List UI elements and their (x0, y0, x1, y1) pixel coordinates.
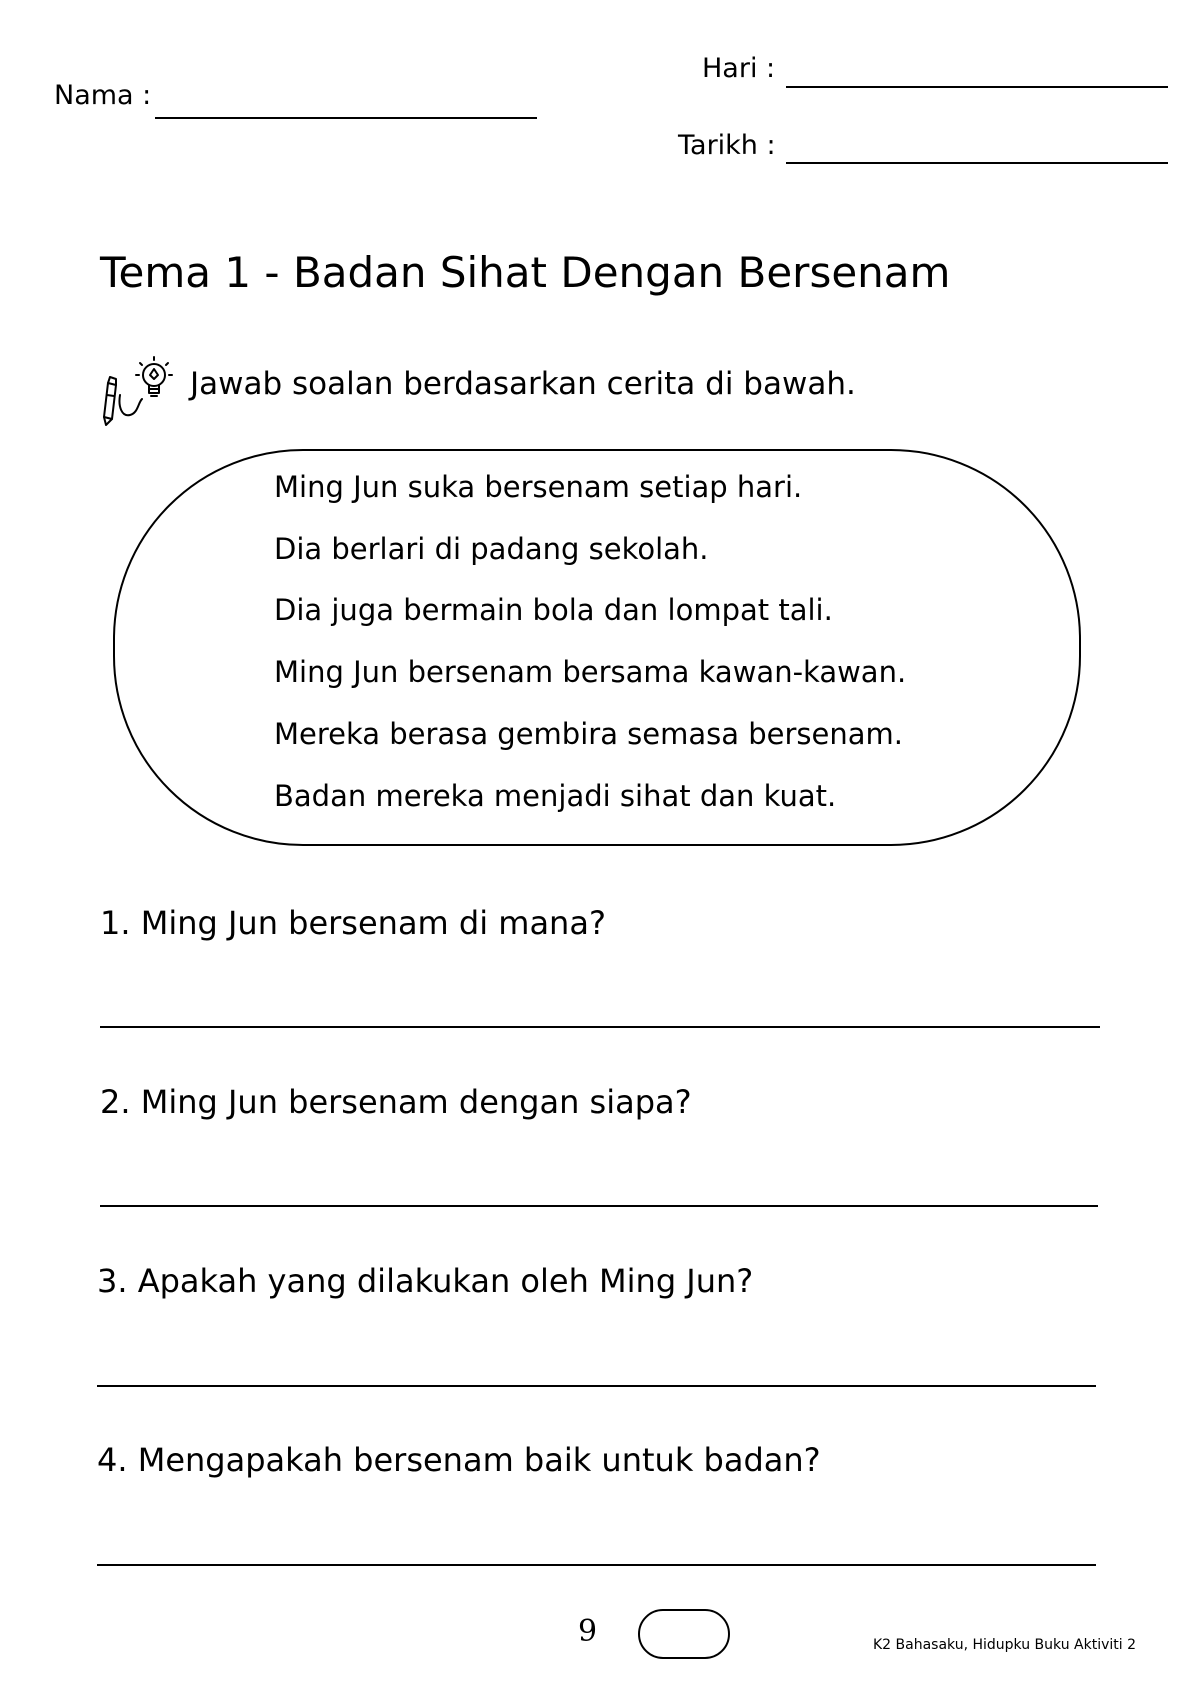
answer-line-3[interactable] (97, 1385, 1096, 1387)
nama-label: Nama : (54, 80, 152, 111)
answer-line-4[interactable] (97, 1564, 1096, 1566)
instruction-text: Jawab soalan berdasarkan cerita di bawah. (190, 366, 856, 402)
answer-line-2[interactable] (100, 1205, 1098, 1207)
story-line: Mereka berasa gembira semasa bersenam. (274, 717, 903, 751)
story-line: Dia berlari di padang sekolah. (274, 532, 709, 566)
hari-field[interactable] (786, 86, 1168, 88)
question-1: 1. Ming Jun bersenam di mana? (100, 904, 606, 942)
story-line: Badan mereka menjadi sihat dan kuat. (274, 779, 837, 813)
nama-field[interactable] (155, 117, 537, 119)
page-pill-badge (638, 1609, 730, 1659)
answer-line-1[interactable] (100, 1026, 1100, 1028)
tarikh-label: Tarikh : (678, 130, 776, 161)
story-line: Dia juga bermain bola dan lompat tali. (274, 593, 833, 627)
question-4: 4. Mengapakah bersenam baik untuk badan? (97, 1441, 821, 1479)
question-3: 3. Apakah yang dilakukan oleh Ming Jun? (97, 1262, 754, 1300)
tarikh-field[interactable] (786, 162, 1168, 164)
pencil-lightbulb-icon (98, 355, 174, 427)
story-line: Ming Jun bersenam bersama kawan-kawan. (274, 655, 907, 689)
page-number: 9 (578, 1614, 598, 1649)
story-line: Ming Jun suka bersenam setiap hari. (274, 470, 803, 504)
question-2: 2. Ming Jun bersenam dengan siapa? (100, 1083, 692, 1121)
book-title-footer: K2 Bahasaku, Hidupku Buku Aktiviti 2 (873, 1637, 1137, 1653)
hari-label: Hari : (702, 53, 776, 84)
page-title: Tema 1 - Badan Sihat Dengan Bersenam (100, 248, 951, 297)
